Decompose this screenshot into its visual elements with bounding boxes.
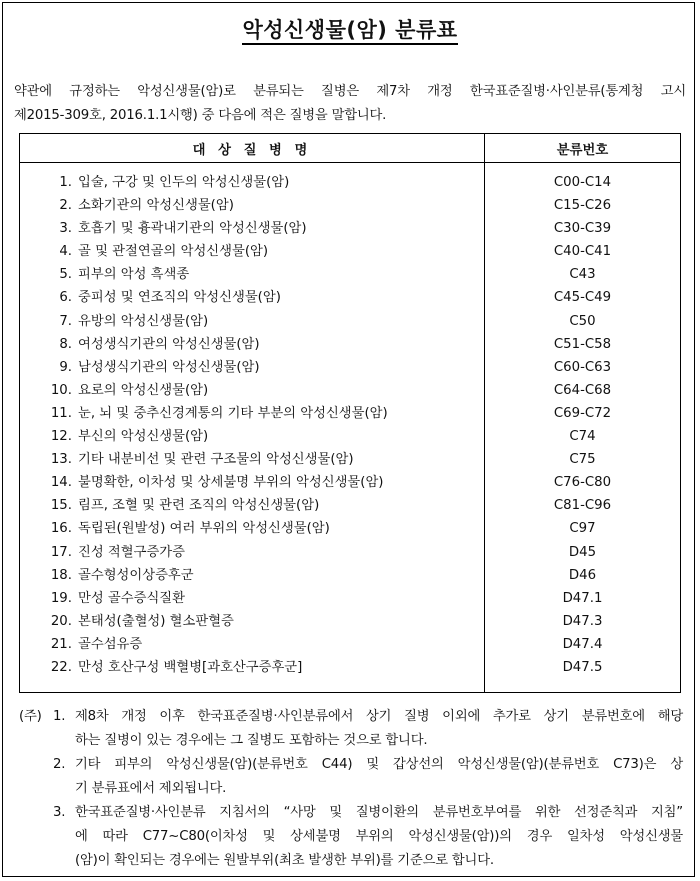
classification-code: D47.1 [562, 590, 603, 606]
disease-name: 불명확한, 이차성 및 상세불명 부위의 악성신생물(암) [78, 475, 384, 491]
header-disease-name: 대 상 질 병 명 [20, 134, 485, 163]
row-number: 13. [50, 452, 72, 468]
classification-code: C43 [569, 267, 596, 283]
disease-name: 골수형성이상증후군 [78, 567, 194, 583]
table-row [48, 333, 484, 356]
disease-name: 진성 적혈구증가증 [78, 544, 185, 560]
row-number: 18. [50, 567, 72, 583]
classification-code: C69-C72 [553, 405, 612, 421]
footnote-text: 하는 질병이 있는 경우에는 그 질병도 포함하는 것으로 합니다. [75, 733, 428, 748]
footnote-2 [19, 753, 683, 801]
table-row [48, 587, 484, 610]
table-row [48, 471, 484, 494]
classification-code: C50 [569, 313, 596, 329]
footnote-text: 기 분류표에서 제외됩니다. [75, 781, 227, 796]
table-row [48, 541, 484, 564]
classification-code: C40-C41 [553, 244, 612, 260]
row-number: 20. [50, 613, 72, 629]
row-number: 15. [50, 498, 72, 514]
disease-name: 입술, 구강 및 인두의 악성신생물(암) [78, 175, 290, 190]
table-row [48, 240, 484, 263]
table-row [48, 633, 484, 656]
table-row [48, 448, 484, 471]
disease-name: 부신의 악성신생물(암) [78, 429, 209, 445]
footnote-number: 2. [53, 757, 66, 772]
table-row [48, 356, 484, 379]
table-row [48, 194, 484, 217]
disease-name: 남성생식기관의 악성신생물(암) [78, 359, 260, 375]
classification-table [19, 133, 681, 693]
table-row [48, 610, 484, 633]
classification-code: C97 [569, 521, 596, 537]
intro-line-1: 약관에 규정하는 악성신생물(암)로 분류되는 질병은 제7차 개정 한국표준질병·사인분류(통계청 고시 [14, 84, 686, 99]
table-row [48, 286, 484, 309]
footnote-text: 제8차 개정 이후 한국표준질병·사인분류에서 상기 질병 이외에 추가로 상기 분류번호에 해당 [75, 709, 683, 724]
classification-code: C30-C39 [553, 221, 612, 237]
intro-paragraph [14, 80, 686, 128]
table-row [48, 494, 484, 517]
table-row [48, 263, 484, 286]
footnote-1 [19, 705, 683, 753]
classification-code: C74 [569, 429, 596, 445]
disease-name: 기타 내분비선 및 관련 구조물의 악성신생물(암) [78, 452, 354, 468]
disease-name: 만성 호산구성 백혈병[과호산구증후군] [78, 659, 303, 675]
table-row [48, 656, 484, 679]
disease-name: 유방의 악성신생물(암) [78, 313, 209, 329]
footnote-text: (암)이 확인되는 경우에는 원발부위(최초 발생한 부위)를 기준으로 합니다. [75, 853, 494, 868]
row-number: 7. [59, 313, 72, 329]
row-number: 5. [59, 267, 72, 283]
table-header-row [20, 134, 681, 163]
classification-code: C60-C63 [553, 359, 612, 375]
table-row [48, 171, 484, 194]
classification-code: C64-C68 [553, 382, 612, 398]
footnote-text: 한국표준질병·사인분류 지침서의 “사망 및 질병이환의 분류번호부여를 위한 선정준칙과 지침” [75, 805, 683, 820]
classification-code: D45 [568, 544, 597, 560]
disease-name: 눈, 뇌 및 중추신경계통의 기타 부분의 악성신생물(암) [78, 405, 388, 421]
disease-name: 중피성 및 연조직의 악성신생물(암) [78, 290, 281, 306]
classification-code: C45-C49 [553, 290, 612, 306]
row-number: 1. [59, 175, 72, 190]
footnote-text: 에 따라 C77~C80(이차성 및 상세불명 부위의 악성신생물(암))의 경우 일차성 악성신생물 [75, 829, 684, 844]
row-number: 4. [59, 244, 72, 260]
disease-name: 요로의 악성신생물(암) [78, 382, 209, 398]
row-number: 17. [50, 544, 72, 560]
row-number: 19. [50, 590, 72, 606]
row-number: 9. [59, 359, 72, 375]
row-number: 11. [50, 405, 72, 421]
classification-code: D47.4 [562, 636, 603, 652]
classification-code-column [485, 163, 681, 693]
header-classification-code: 분류번호 [485, 134, 681, 163]
intro-line-2: 제2015-309호, 2016.1.1시행) 중 다음에 적은 질병을 말합니다. [14, 108, 387, 123]
row-number: 10. [50, 382, 72, 398]
row-number: 12. [50, 429, 72, 445]
table-row [48, 217, 484, 240]
page-title [0, 14, 700, 44]
table-body-row [20, 163, 681, 693]
disease-name: 여성생식기관의 악성신생물(암) [78, 336, 260, 352]
disease-name: 호흡기 및 흉곽내기관의 악성신생물(암) [78, 221, 307, 237]
row-number: 21. [50, 636, 72, 652]
disease-name-column [20, 163, 485, 693]
disease-name: 골수섬유증 [78, 636, 143, 652]
footnotes [19, 705, 683, 873]
disease-name: 독립된(원발성) 여러 부위의 악성신생물(암) [78, 521, 330, 537]
footnote-3 [19, 801, 683, 873]
classification-code: D47.5 [562, 659, 603, 675]
row-number: 16. [50, 521, 72, 537]
disease-name: 소화기관의 악성신생물(암) [78, 198, 234, 214]
row-number: 8. [59, 336, 72, 352]
row-number: 6. [59, 290, 72, 306]
footnote-prefix: (주) [19, 709, 42, 724]
classification-code: C75 [569, 452, 596, 468]
table-row [48, 379, 484, 402]
footnote-number: 1. [53, 709, 66, 724]
table-row [48, 517, 484, 540]
footnote-number: 3. [53, 805, 66, 820]
classification-code: C81-C96 [553, 498, 612, 514]
classification-code: D46 [568, 567, 597, 583]
disease-name: 림프, 조혈 및 관련 조직의 악성신생물(암) [78, 498, 320, 514]
row-number: 3. [59, 221, 72, 237]
classification-code: C76-C80 [553, 475, 612, 491]
classification-code: C00-C14 [553, 175, 612, 190]
disease-name: 본태성(출혈성) 혈소판혈증 [78, 613, 234, 629]
disease-name: 피부의 악성 흑색종 [78, 267, 190, 283]
footnote-text: 기타 피부의 악성신생물(암)(분류번호 C44) 및 갑상선의 악성신생물(암)(분류번호 C73)은 상 [75, 757, 683, 772]
row-number: 2. [59, 198, 72, 214]
classification-code: C51-C58 [553, 336, 612, 352]
classification-code: D47.3 [562, 613, 603, 629]
page-title-text: 악성신생물(암) 분류표 [242, 18, 457, 45]
table-row [48, 564, 484, 587]
disease-name: 골 및 관절연골의 악성신생물(암) [78, 244, 269, 260]
row-number: 14. [50, 475, 72, 491]
table-row [48, 310, 484, 333]
classification-code: C15-C26 [553, 198, 612, 214]
table-row [48, 402, 484, 425]
row-number: 22. [50, 659, 72, 675]
table-row [48, 425, 484, 448]
disease-name: 만성 골수증식질환 [78, 590, 185, 606]
